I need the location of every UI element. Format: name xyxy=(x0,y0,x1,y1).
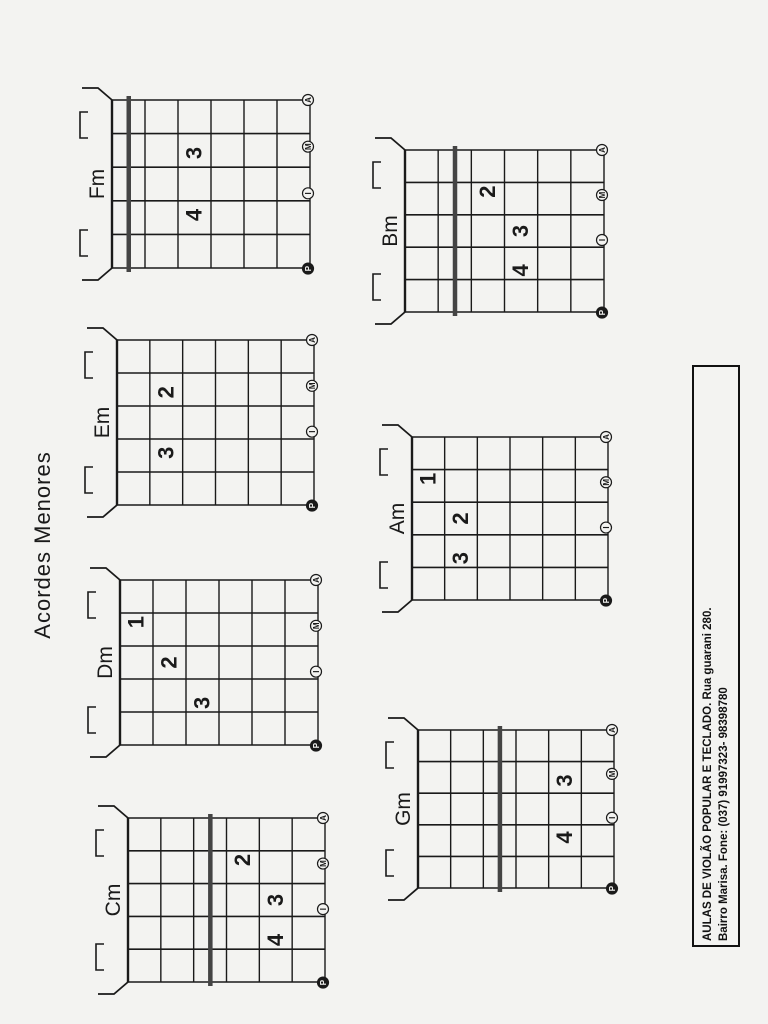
tuner-peg xyxy=(380,562,388,588)
finger-indicator-label: A xyxy=(312,577,321,583)
chord-name: Bm xyxy=(379,215,402,247)
finger-indicator-label: P xyxy=(598,309,607,316)
finger-number: 2 xyxy=(153,386,179,399)
barre-line xyxy=(127,96,132,272)
finger-indicator-label: A xyxy=(608,727,617,733)
tuner-peg xyxy=(386,742,394,768)
finger-indicator-label: M xyxy=(312,622,321,630)
finger-number: 4 xyxy=(262,933,288,947)
finger-indicator-label: P xyxy=(312,742,321,749)
finger-number: 3 xyxy=(262,893,288,907)
page-title: Acordes Menores xyxy=(30,451,55,639)
contact-line-1: AULAS DE VIOLÃO POPULAR E TECLADO. Rua guarani 280. xyxy=(702,607,714,941)
contact-box xyxy=(693,366,739,946)
finger-indicator-label: M xyxy=(319,860,328,867)
finger-number: 2 xyxy=(156,656,182,669)
barre-line xyxy=(498,726,503,892)
tuner-peg xyxy=(96,830,104,856)
tuner-peg xyxy=(96,944,104,970)
barre-line xyxy=(453,146,458,316)
finger-indicator-label: I xyxy=(598,238,607,242)
finger-indicator-label: I xyxy=(304,192,313,195)
finger-indicator-label: P xyxy=(602,597,611,604)
chord-diagram-am xyxy=(380,425,612,612)
chord-name: Fm xyxy=(86,168,109,200)
chord-diagram-fm xyxy=(80,88,314,280)
finger-number: 3 xyxy=(153,446,179,459)
finger-indicator-label: I xyxy=(319,907,328,911)
chord-name: Gm xyxy=(392,792,415,826)
finger-indicator-label: A xyxy=(602,434,611,440)
tuner-peg xyxy=(80,112,88,138)
finger-indicator-label: A xyxy=(598,147,607,153)
finger-number: 1 xyxy=(415,472,441,485)
tuner-peg xyxy=(373,162,381,188)
finger-number: 3 xyxy=(189,696,215,709)
chord-diagram-em xyxy=(85,328,318,517)
tuner-peg xyxy=(386,850,394,876)
tuner-peg xyxy=(88,592,96,618)
tuner-peg xyxy=(85,467,93,493)
finger-number: 2 xyxy=(474,185,500,198)
finger-indicator-label: P xyxy=(308,502,317,509)
finger-indicator-label: I xyxy=(312,670,321,673)
chord-diagram-gm xyxy=(386,718,618,900)
finger-indicator-label: I xyxy=(308,430,317,433)
finger-number: 1 xyxy=(123,616,149,629)
chord-diagram-bm xyxy=(373,138,608,324)
finger-indicator-label: P xyxy=(319,979,328,986)
finger-indicator-label: A xyxy=(319,815,328,821)
chord-diagrams xyxy=(80,88,618,994)
finger-indicator-label: M xyxy=(598,191,607,199)
tuner-peg xyxy=(85,352,93,378)
finger-number: 2 xyxy=(448,512,473,525)
chord-name: Dm xyxy=(94,646,117,679)
finger-number: 3 xyxy=(448,552,473,565)
finger-indicator-label: M xyxy=(308,382,317,390)
finger-indicator-label: A xyxy=(308,337,317,343)
finger-indicator-label: M xyxy=(304,143,313,151)
tuner-peg xyxy=(80,230,88,256)
finger-number: 3 xyxy=(181,146,207,160)
finger-indicator-label: A xyxy=(304,97,313,103)
finger-number: 4 xyxy=(552,831,577,844)
finger-indicator-label: P xyxy=(304,265,313,272)
barre-line xyxy=(208,814,213,986)
tuner-peg xyxy=(380,449,388,475)
finger-number: 3 xyxy=(552,774,577,787)
chord-diagram-dm xyxy=(88,568,322,757)
chord-name: Cm xyxy=(102,883,125,917)
finger-indicator-label: M xyxy=(602,478,611,486)
chord-name: Em xyxy=(91,406,114,439)
finger-indicator-label: I xyxy=(608,816,617,819)
finger-indicator-label: M xyxy=(608,770,617,778)
tuner-peg xyxy=(88,707,96,733)
chord-diagram-cm xyxy=(96,806,329,994)
finger-indicator-label: I xyxy=(602,526,611,529)
tuner-peg xyxy=(373,274,381,300)
finger-number: 3 xyxy=(508,224,534,238)
chord-name: Am xyxy=(386,502,409,535)
finger-number: 2 xyxy=(229,853,255,867)
finger-number: 4 xyxy=(508,264,534,277)
finger-indicator-label: P xyxy=(608,885,617,892)
contact-line-2: Bairro Marisa. Fone: (037) 91997323- 98398780 xyxy=(718,687,730,941)
finger-number: 4 xyxy=(181,208,207,222)
